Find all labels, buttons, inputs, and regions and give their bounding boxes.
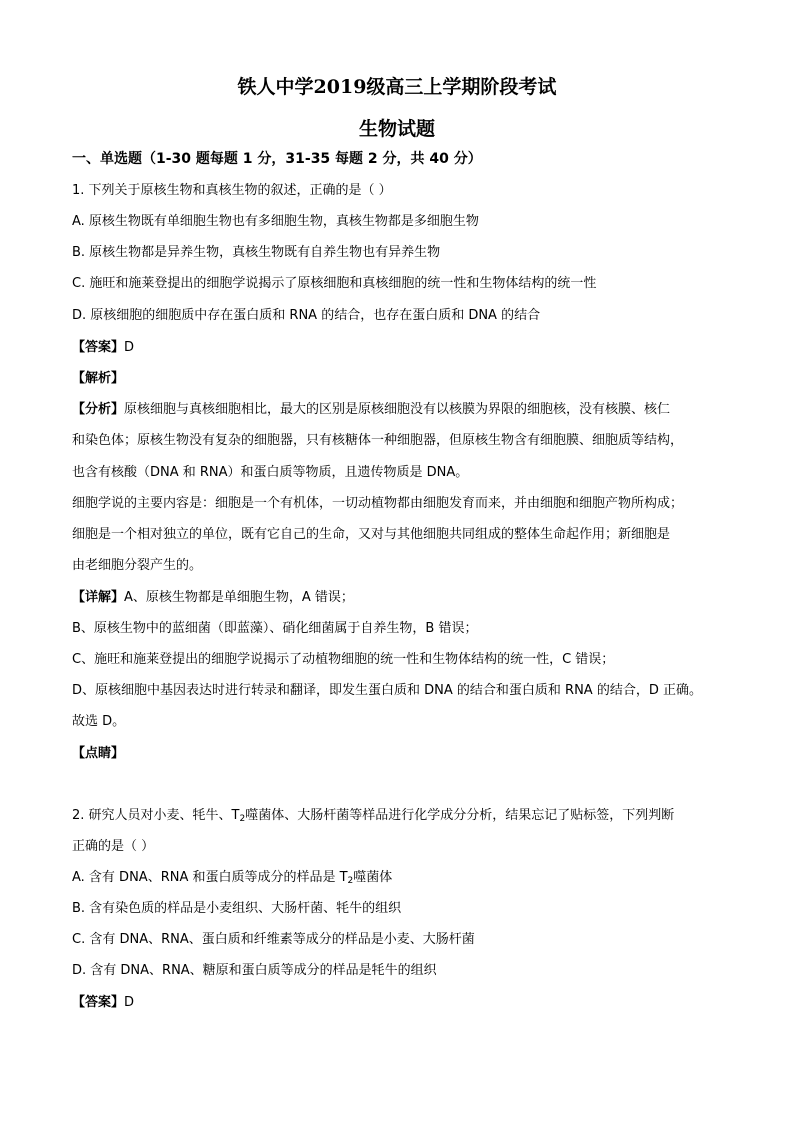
q1-detail-line-1 (72, 590, 354, 606)
q1-option-b: B. 原核生物都是异养生物，真核生物既有自养生物也有异养生物 (72, 245, 441, 260)
q1-theory-line-3: 由老细胞分裂产生的。 (72, 558, 203, 573)
q1-detail-line-4: D、原核细胞中基因表达时进行转录和翻译，即发生蛋白质和 DNA 的结合和蛋白质和 RNA 的结合，D 正确。 (72, 683, 702, 698)
fenxi-label: 【分析】 (72, 402, 125, 417)
q2-option-a (72, 870, 392, 889)
q1-option-c: C. 施旺和施莱登提出的细胞学说揭示了原核细胞和真核细胞的统一性和生物体结构的统一性 (72, 276, 597, 291)
detail-text: A、原核生物都是单细胞生物，A 错误； (124, 590, 354, 605)
q2-option-c: C. 含有 DNA、RNA、蛋白质和纤维素等成分的样品是小麦、大肠杆菌 (72, 932, 475, 947)
q1-option-d: D. 原核细胞的细胞质中存在蛋白质和 RNA 的结合，也存在蛋白质和 DNA 的结合 (72, 308, 541, 323)
q2-stem-line-2: 正确的是（ ） (72, 839, 155, 854)
q1-fenxi-line-3: 也含有核酸（DNA 和 RNA）和蛋白质等物质，且遗传物质是 DNA。 (72, 465, 469, 480)
exam-title: 铁人中学2019级高三上学期阶段考试 (237, 76, 557, 98)
q1-dianjing-label: 【点睛】 (72, 746, 125, 761)
detail-label: 【详解】 (72, 590, 125, 605)
q1-theory-line-2: 细胞是一个相对独立的单位，既有它自己的生命，又对与其他细胞共同组成的整体生命起作用；新细胞是 (72, 527, 671, 542)
q1-fenxi-line-1 (72, 402, 670, 418)
answer-value: D (124, 995, 135, 1010)
q2-option-d: D. 含有 DNA、RNA、糖原和蛋白质等成分的样品是牦牛的组织 (72, 963, 437, 978)
q2-option-b: B. 含有染色质的样品是小麦组织、大肠杆菌、牦牛的组织 (72, 901, 402, 916)
section-heading: 一、单选题（1-30 题每题 1 分，31-35 每题 2 分，共 40 分） (72, 151, 482, 167)
fenxi-text: 原核细胞与真核细胞相比，最大的区别是原核细胞没有以核膜为界限的细胞核，没有核膜、核仁 (124, 402, 671, 417)
q2-stem-text: 2. 研究人员对小麦、牦牛、T (72, 808, 240, 823)
answer-value: D (124, 340, 135, 355)
q1-option-a: A. 原核生物既有单细胞生物也有多细胞生物，真核生物都是多细胞生物 (72, 214, 479, 229)
q2-option-a-text: A. 含有 DNA、RNA 和蛋白质等成分的样品是 T (72, 870, 348, 885)
q2-stem-line-1 (72, 808, 674, 827)
q1-detail-line-5: 故选 D。 (72, 714, 126, 729)
subscript: 2 (239, 814, 246, 824)
q2-answer (72, 995, 134, 1011)
q1-analysis-label: 【解析】 (72, 371, 125, 386)
answer-label: 【答案】 (72, 340, 125, 355)
q1-detail-line-2: B、原核生物中的蓝细菌（即蓝藻）、硝化细菌属于自养生物，B 错误； (72, 621, 478, 636)
subject-title: 生物试题 (358, 118, 435, 140)
q1-answer (72, 340, 134, 356)
q1-fenxi-line-2: 和染色体；原核生物没有复杂的细胞器，只有核糖体一种细胞器，但原核生物含有细胞膜、细胞质等结构， (72, 433, 684, 448)
q1-theory-line-1: 细胞学说的主要内容是：细胞是一个有机体，一切动植物都由细胞发育而来，并由细胞和细胞产物所构成； (72, 496, 684, 511)
q2-option-a-rest: 噬菌体 (353, 870, 393, 885)
subscript: 2 (347, 876, 354, 886)
q1-detail-line-3: C、施旺和施莱登提出的细胞学说揭示了动植物细胞的统一性和生物体结构的统一性，C 错误； (72, 652, 615, 667)
answer-label: 【答案】 (72, 995, 125, 1010)
q2-stem-text-rest: 噬菌体、大肠杆菌等样品进行化学成分分析，结果忘记了贴标签，下列判断 (245, 808, 675, 823)
q1-stem: 1. 下列关于原核生物和真核生物的叙述，正确的是（ ） (72, 183, 392, 198)
